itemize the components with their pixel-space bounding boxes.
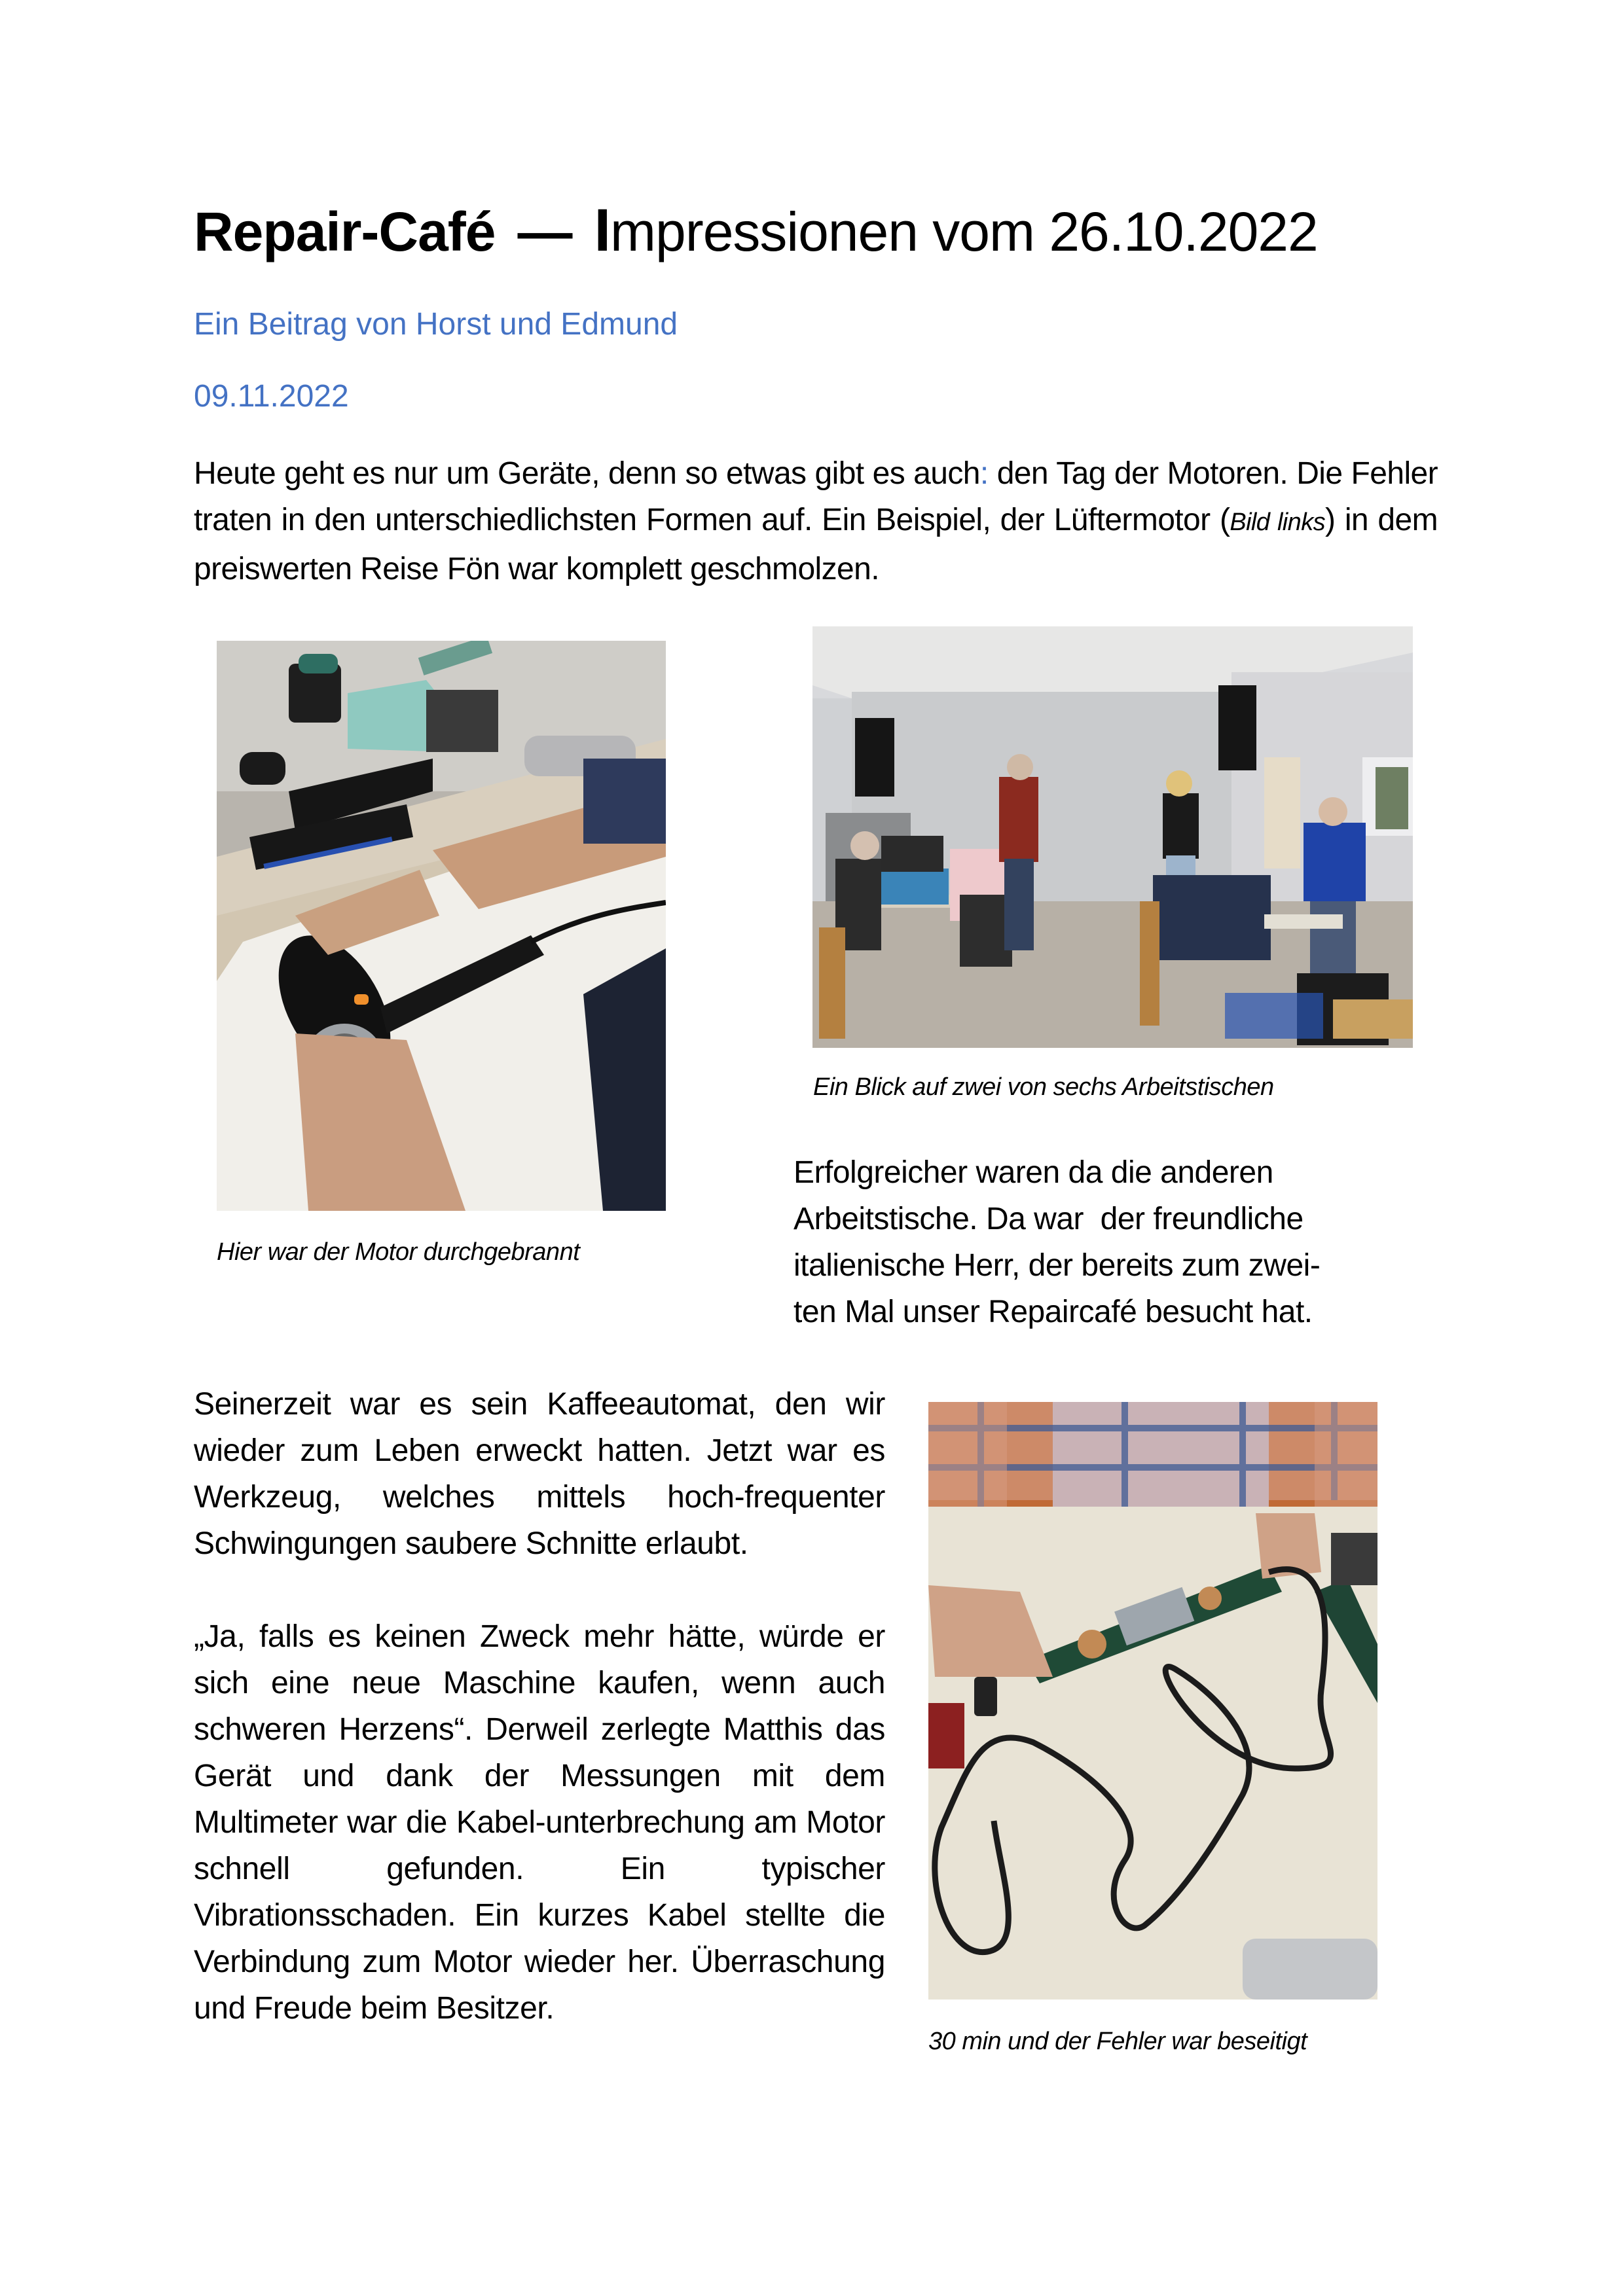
- right-paragraph: [793, 1149, 1402, 1335]
- intro-italic-ref: Bild links: [1230, 509, 1325, 536]
- title-dash: —: [517, 201, 572, 262]
- photo-hair-dryer: [217, 641, 666, 1211]
- intro-text-3: ) in dem preiswerten Reise Fön war komplett geschmolzen.: [194, 503, 1438, 586]
- intro-colon: :: [979, 456, 989, 491]
- right-paragraph-line: italienische Herr, der bereits zum zwei-: [793, 1248, 1321, 1283]
- hair-dryer-image-icon: [217, 641, 666, 1211]
- paragraph-repair-story: „Ja, falls es keinen Zweck mehr hätte, würde er sich eine neue Maschine kaufen, wenn auch schweren Herzens“. Derweil zerlegte Matthis das Gerät und dank der Messungen mit dem Multimeter war die Kabel-unterbrechung am Motor schnell gefunden. Ein typischer Vibrationsschaden. Ein kurzes Kabel stellte die Verbindung zum Motor wieder her. Überraschung und Freude beim Besitzer.: [194, 1619, 885, 2026]
- publish-date: 09.11.2022: [194, 379, 349, 414]
- photo-opened-tool: [928, 1402, 1377, 2000]
- main-column: [194, 1381, 885, 2032]
- byline: Ein Beitrag von Horst und Edmund: [194, 307, 678, 342]
- intro-text-1: Heute geht es nur um Geräte, denn so etwas gibt es auch: [194, 456, 980, 491]
- intro-text-2: den Tag der Motoren. Die Fehler traten in den unterschiedlichsten Formen auf. Ein Beispiel, der Lüftermotor (: [194, 456, 1438, 537]
- title-main: Repair-Café: [194, 201, 496, 262]
- opened-tool-image-icon: [928, 1402, 1377, 2000]
- intro-paragraph: [194, 450, 1438, 592]
- page-title: [194, 196, 1318, 265]
- right-paragraph-line: Erfolgreicher waren da die anderen: [793, 1155, 1273, 1190]
- photo-work-tables: [812, 626, 1413, 1048]
- work-tables-image-icon: [812, 626, 1413, 1048]
- caption-work-tables: Ein Blick auf zwei von sechs Arbeitstischen: [813, 1073, 1274, 1101]
- caption-opened-tool: 30 min und der Fehler war beseitigt: [928, 2028, 1307, 2055]
- right-paragraph-line: Arbeitstische. Da war der freundliche: [793, 1202, 1304, 1236]
- right-paragraph-line: ten Mal unser Repaircafé besucht hat.: [793, 1295, 1313, 1329]
- title-rest: mpressionen vom 26.10.2022: [610, 201, 1318, 262]
- caption-hair-dryer: Hier war der Motor durchgebrannt: [217, 1238, 580, 1266]
- title-initial: I: [594, 197, 611, 264]
- paragraph-coffee-machine: Seinerzeit war es sein Kaffeeautomat, den wir wieder zum Leben erweckt hatten. Jetzt war es Werkzeug, welches mittels hoch-frequenter Schwingungen saubere Schnitte erlaubt.: [194, 1387, 885, 1561]
